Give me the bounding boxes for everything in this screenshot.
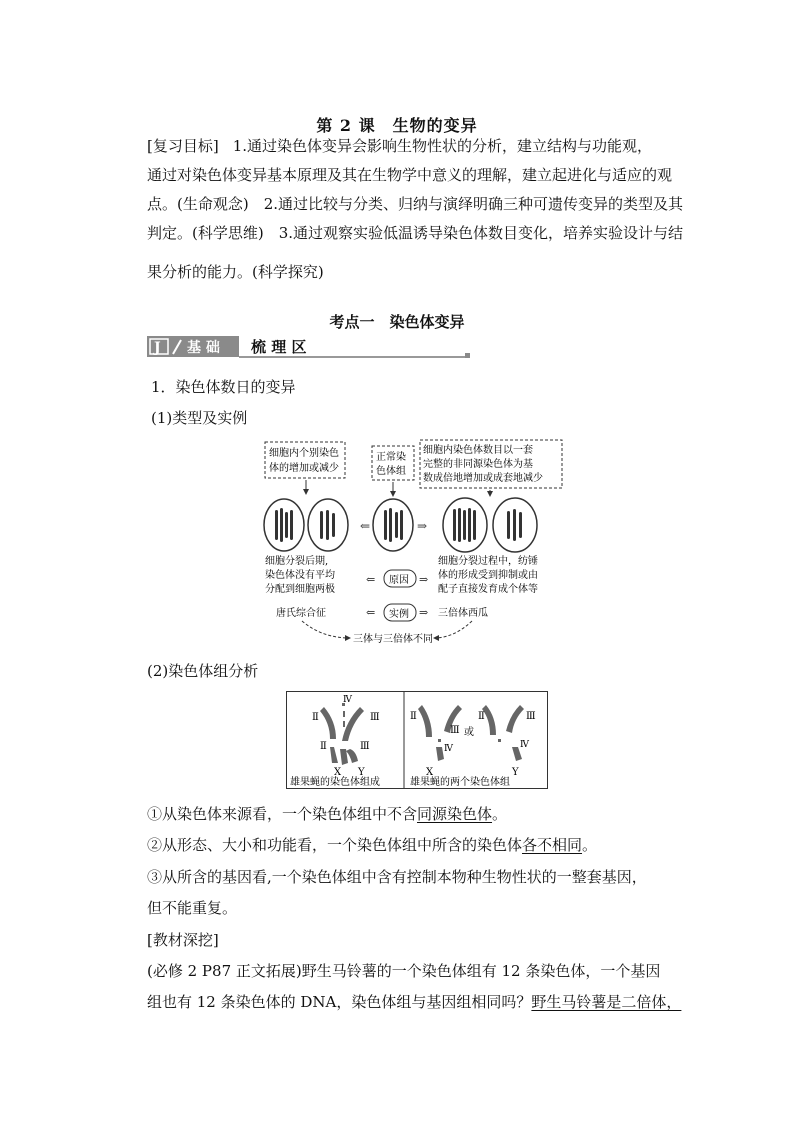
banner-badge-letter: J xyxy=(154,340,161,356)
label-iv-right-b: Ⅳ xyxy=(520,740,529,750)
compare-note: 三体与三倍体不同 xyxy=(353,634,433,645)
section-title: 考点一 染色体变异 xyxy=(329,313,465,331)
example-right: 三倍体西瓜 xyxy=(438,608,488,619)
arrow-left-1: ⇐ xyxy=(360,519,371,533)
label-iv-left: Ⅳ xyxy=(343,695,352,705)
question-line-2 xyxy=(147,991,681,1012)
label-iv-right-a: Ⅳ xyxy=(444,744,453,754)
arrow-right-1: ⇒ xyxy=(417,519,428,533)
box-left-line-1: 细胞内个别染色 xyxy=(269,448,339,459)
banner-end-square xyxy=(465,353,470,358)
question-text: 组也有 12 条染色体的 DNA，染色体组与基因组相同吗？ xyxy=(147,993,532,1011)
cell-row xyxy=(264,498,537,552)
label-iii-left-2: Ⅲ xyxy=(360,741,370,752)
question-line-1: (必修 2 P87 正文拓展)野生马铃薯的一个染色体组有 12 条染色体，一个基因 xyxy=(147,962,661,980)
box-left-line-2: 体的增加或减少 xyxy=(269,463,339,474)
cause-left-1: 细胞分裂后期, xyxy=(265,556,329,567)
fruit-fly-chromosome-figure xyxy=(286,691,548,789)
goals-text-1: 1.通过染色体变异会影响生物性状的分析，建立结构与功能观， xyxy=(232,137,653,155)
box-right-line-1: 细胞内染色体数目以一套 xyxy=(423,445,533,456)
cause-arrow-left: ⇐ xyxy=(366,573,376,586)
point-3b: 但不能重复。 xyxy=(147,899,238,917)
answer-underlined: 野生马铃薯是二倍体， xyxy=(531,993,682,1011)
cause-right-2: 体的形成受到抑制或由 xyxy=(438,570,538,581)
banner-part-2: 梳 理 区 xyxy=(251,338,307,356)
example-arrow-right: ⇒ xyxy=(419,606,429,619)
point-1-underlined: 同源染色体 xyxy=(417,805,493,823)
label-iii-left: Ⅲ xyxy=(370,712,380,723)
caption-right: 雄果蝇的两个染色体组 xyxy=(410,777,510,788)
point-2 xyxy=(147,834,597,855)
banner-part-1: 基 础 xyxy=(187,340,220,356)
heading-1-1: (1)类型及实例 xyxy=(151,409,248,427)
cause-right-1: 细胞分裂过程中，纺锤 xyxy=(438,556,538,567)
cause-left-3: 分配到细胞两极 xyxy=(265,584,335,595)
point-2-text: ②从形态、大小和功能看，一个染色体组中所含的染色体 xyxy=(147,836,523,854)
deep-dive-label: [教材深挖] xyxy=(147,931,219,949)
goals-line-3: 点。(生命观念) 2.通过比较与分类、归纳与演绎明确三种可遗传变异的类型及其 xyxy=(147,195,684,213)
cause-left-2: 染色体没有平均 xyxy=(265,570,335,581)
label-y-right: Y xyxy=(512,767,519,778)
box-mid-line-2: 色体组 xyxy=(376,466,406,477)
goals-line-1 xyxy=(147,135,652,156)
goals-line-5: 果分析的能力。(科学探究) xyxy=(147,263,324,281)
chromosome-variation-diagram xyxy=(262,438,572,648)
example-arrow-left: ⇐ xyxy=(366,606,376,619)
label-x-right: X xyxy=(426,767,434,778)
or-text: 或 xyxy=(464,727,474,738)
label-iii-right-a: Ⅲ xyxy=(450,725,460,736)
cell-1 xyxy=(264,499,304,551)
section-banner xyxy=(147,336,470,359)
example-label: 实例 xyxy=(389,609,409,620)
heading-1: 1．染色体数日的变异 xyxy=(151,378,296,396)
goals-label: [复习目标] xyxy=(147,137,219,155)
goals-line-2: 通过对染色体变异基本原理及其在生物学中意义的理解，建立起进化与适应的观 xyxy=(147,166,673,184)
box-mid-line-1: 正常染 xyxy=(376,452,406,463)
label-x: X xyxy=(334,767,342,778)
label-y: Y xyxy=(358,767,365,778)
cause-label: 原因 xyxy=(389,575,409,586)
caption-left: 雄果蝇的染色体组成 xyxy=(290,777,380,788)
cell-normal xyxy=(373,499,413,551)
label-iii-right-b: Ⅲ xyxy=(526,711,536,722)
point-3a: ③从所含的基因看,一个染色体组中含有控制本物种生物性状的一整套基因， xyxy=(147,868,647,886)
label-ii-left: Ⅱ xyxy=(312,712,319,723)
cause-arrow-right: ⇒ xyxy=(419,573,429,586)
point-2-end: 。 xyxy=(582,836,598,854)
box-right-line-2: 完整的非同源染色体为基 xyxy=(423,459,533,470)
label-ii-left-2: Ⅱ xyxy=(320,741,327,752)
example-left: 唐氏综合征 xyxy=(276,608,326,619)
goals-line-4: 判定。(科学思维) 3.通过观察实验低温诱导染色体数目变化，培养实验设计与结 xyxy=(147,224,684,242)
label-ii-right-b: Ⅱ xyxy=(478,711,485,722)
point-1 xyxy=(147,803,507,824)
heading-1-2: (2)染色体组分析 xyxy=(147,662,259,680)
label-ii-right-a: Ⅱ xyxy=(410,711,417,722)
point-1-end: 。 xyxy=(492,805,508,823)
cause-right-3: 配子直接发育成个体等 xyxy=(438,584,538,595)
box-right-line-3: 数成倍地增加或成套地减少 xyxy=(423,473,543,484)
point-1-text: ①从染色体来源看，一个染色体组中不含 xyxy=(147,805,418,823)
point-2-underlined: 各不相同 xyxy=(522,836,583,854)
figure-frame xyxy=(287,692,548,789)
lesson-title: 第 2 课 生物的变异 xyxy=(316,116,478,135)
